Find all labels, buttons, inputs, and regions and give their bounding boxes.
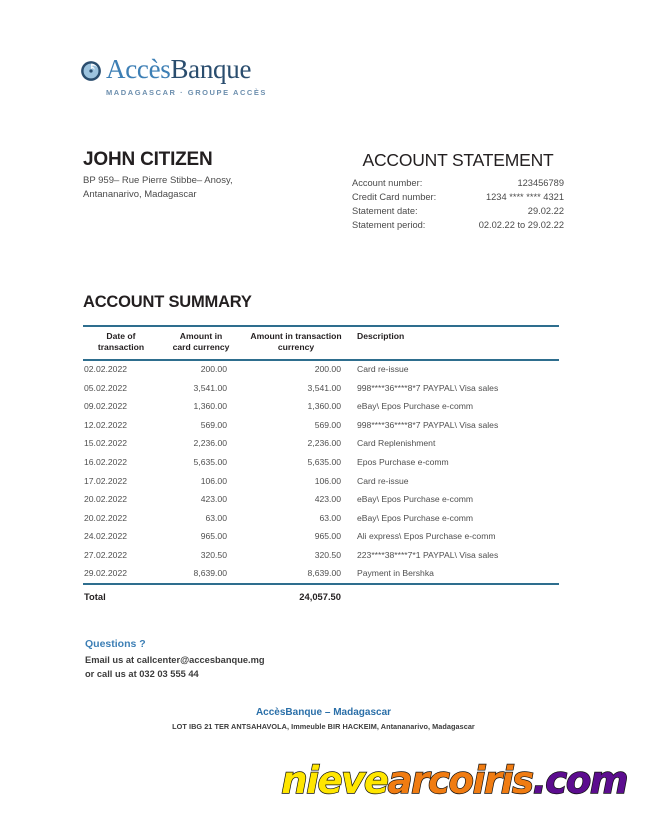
transaction-amount: 200.00: [314, 364, 341, 375]
document-footer: [0, 707, 647, 731]
transaction-date: 09.02.2022: [84, 401, 128, 412]
column-header-description: Description: [357, 331, 405, 341]
transaction-card-amount: 965.00: [200, 531, 227, 542]
transaction-description: Card re-issue: [357, 364, 409, 375]
questions-title: Questions ?: [85, 638, 146, 650]
transaction-amount: 63.00: [319, 512, 341, 523]
transaction-description: eBay\ Epos Purchase e-comm: [357, 401, 474, 412]
statement-meta-row: [352, 190, 564, 204]
account-number-value: 123456789: [517, 178, 564, 188]
transaction-description: Epos Purchase e-comm: [357, 456, 449, 467]
questions-email-line[interactable]: Email us at callcenter@accesbanque.mg: [85, 655, 265, 665]
statement-details: [352, 150, 564, 233]
transaction-description: 998****36****8*7 PAYPAL\ Visa sales: [357, 382, 499, 393]
column-header-date: [83, 326, 159, 360]
customer-details: [83, 150, 343, 201]
column-header-trans-line2: currency: [277, 342, 315, 353]
transaction-card-amount: 2,236.00: [193, 438, 227, 449]
watermark-part-2: arcoiris: [387, 759, 533, 802]
transaction-description: 998****36****8*7 PAYPAL\ Visa sales: [357, 419, 499, 430]
transaction-amount: 965.00: [314, 531, 341, 542]
transaction-description: Card re-issue: [357, 475, 409, 486]
table-row: [83, 453, 559, 472]
statement-title: ACCOUNT STATEMENT: [362, 150, 554, 170]
transaction-card-amount: 63.00: [205, 512, 227, 523]
table-row: [83, 416, 559, 435]
footer-bank-name: AccèsBanque – Madagascar: [255, 707, 392, 718]
transaction-description: 223****38****7*1 PAYPAL\ Visa sales: [357, 549, 499, 560]
transaction-card-amount: 569.00: [200, 419, 227, 430]
transaction-date: 27.02.2022: [84, 549, 128, 560]
column-header-date-line2: transaction: [97, 342, 145, 353]
column-header-card-currency: [159, 326, 243, 360]
transaction-amount: 5,635.00: [307, 456, 341, 467]
transaction-card-amount: 5,635.00: [193, 456, 227, 467]
transaction-card-amount: 1,360.00: [193, 401, 227, 412]
questions-section: [85, 638, 405, 682]
transaction-date: 02.02.2022: [84, 364, 128, 375]
transaction-card-amount: 320.50: [200, 549, 227, 560]
account-summary-heading: ACCOUNT SUMMARY: [83, 293, 252, 311]
transaction-date: 12.02.2022: [84, 419, 128, 430]
credit-card-number-value: 1234 **** **** 4321: [485, 192, 564, 203]
questions-phone-line: or call us at 032 03 555 44: [85, 668, 199, 679]
customer-address-line-1: BP 959– Rue Pierre Stibbe– Anosy,: [83, 174, 233, 186]
transaction-amount: 423.00: [314, 494, 341, 505]
table-row: [83, 360, 559, 380]
statement-meta-row: [352, 218, 564, 232]
transaction-description: eBay\ Epos Purchase e-comm: [357, 512, 474, 523]
customer-name: JOHN CITIZEN: [83, 149, 213, 170]
transaction-amount: 320.50: [314, 549, 341, 560]
table-row: [83, 528, 559, 547]
table-footer: [83, 584, 559, 603]
statement-meta-row: [352, 204, 564, 218]
account-number-label: Account number:: [352, 178, 423, 188]
watermark-part-3: .com: [532, 759, 627, 802]
transaction-date: 20.02.2022: [84, 512, 128, 523]
logo-wordmark: [106, 56, 251, 83]
statement-date-value: 29.02.22: [527, 206, 564, 217]
total-label: Total: [84, 591, 106, 603]
column-header-date-line1: Date of: [106, 331, 136, 341]
footer-address: LOT IBG 21 TER ANTSAHAVOLA, Immeuble BIR HACKEIM, Antananarivo, Madagascar: [172, 722, 475, 731]
table-row: [83, 565, 559, 585]
table-header: [83, 326, 559, 360]
table-row: [83, 398, 559, 417]
transaction-date: 16.02.2022: [84, 456, 128, 467]
total-spacer-2: [349, 584, 559, 603]
transaction-card-amount: 3,541.00: [193, 382, 227, 393]
logo-row: [80, 56, 340, 83]
logo-word-acces: Accès: [106, 54, 171, 84]
total-spacer: [159, 584, 243, 603]
transaction-description: eBay\ Epos Purchase e-comm: [357, 494, 474, 505]
transaction-description: Ali express\ Epos Purchase e-comm: [357, 531, 496, 542]
table-row: [83, 472, 559, 491]
transactions-table-wrapper: [83, 325, 559, 603]
transaction-amount: 2,236.00: [307, 438, 341, 449]
credit-card-number-label: Credit Card number:: [352, 192, 437, 203]
column-header-card-line1: Amount in: [179, 331, 223, 341]
transaction-description: Payment in Bershka: [357, 568, 434, 579]
table-row: [83, 435, 559, 454]
transaction-description: Card Replenishment: [357, 438, 436, 449]
transaction-date: 17.02.2022: [84, 475, 128, 486]
transaction-date: 24.02.2022: [84, 531, 128, 542]
transaction-card-amount: 200.00: [200, 364, 227, 375]
transaction-date: 29.02.2022: [84, 568, 128, 579]
transaction-amount: 8,639.00: [307, 568, 341, 579]
transaction-card-amount: 8,639.00: [193, 568, 227, 579]
transaction-amount: 106.00: [314, 475, 341, 486]
transaction-amount: 1,360.00: [307, 401, 341, 412]
globe-swirl-icon: [80, 60, 102, 82]
total-value: 24,057.50: [299, 591, 341, 603]
transaction-date: 20.02.2022: [84, 494, 128, 505]
column-header-trans-line1: Amount in transaction: [250, 331, 342, 341]
transactions-table: [83, 325, 559, 603]
transactions-body: [83, 360, 559, 585]
transaction-card-amount: 423.00: [200, 494, 227, 505]
transaction-amount: 569.00: [314, 419, 341, 430]
table-header-row: [83, 326, 559, 360]
customer-address-line-2: Antananarivo, Madagascar: [83, 188, 197, 200]
statement-meta-row: [352, 176, 564, 190]
table-row: [83, 546, 559, 565]
transaction-amount: 3,541.00: [307, 382, 341, 393]
logo-word-banque: Banque: [170, 54, 252, 84]
watermark-part-1: nieve: [281, 759, 388, 802]
column-header-transaction-currency: [243, 326, 349, 360]
transaction-date: 15.02.2022: [84, 438, 128, 449]
table-row: [83, 491, 559, 510]
table-row: [83, 509, 559, 528]
statement-period-label: Statement period:: [352, 220, 426, 231]
logo-tagline: MADAGASCAR · GROUPE ACCÈS: [106, 88, 267, 97]
total-row: [83, 584, 559, 603]
bank-logo: [80, 56, 340, 97]
transaction-date: 05.02.2022: [84, 382, 128, 393]
column-header-card-line2: card currency: [172, 342, 230, 353]
table-row: [83, 379, 559, 398]
statement-date-label: Statement date:: [352, 206, 418, 217]
statement-period-value: 02.02.22 to 29.02.22: [478, 220, 564, 231]
watermark: [0, 759, 647, 802]
transaction-card-amount: 106.00: [200, 475, 227, 486]
